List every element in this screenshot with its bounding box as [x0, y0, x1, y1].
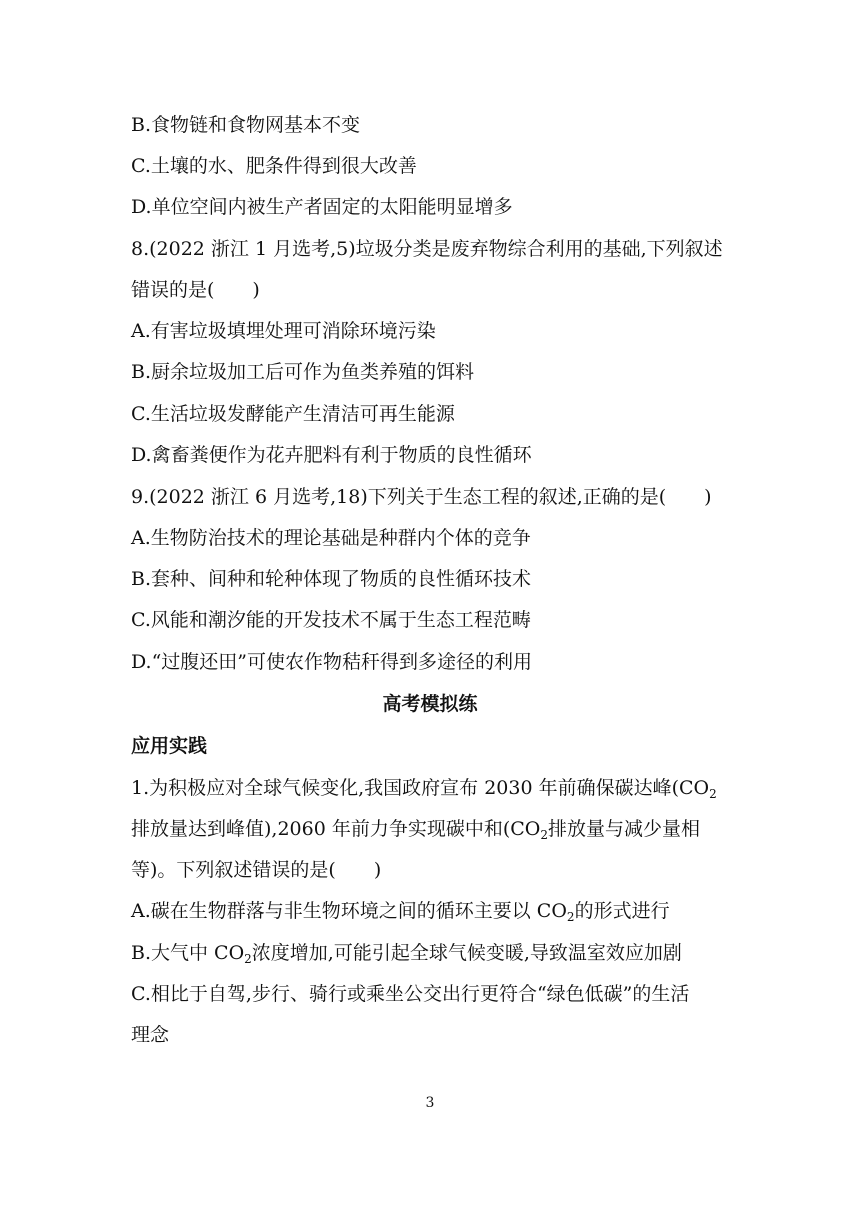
q1-stem-line2-subscript: 2 [540, 828, 549, 842]
q1-option-b [131, 940, 682, 972]
q1-option-b-text-post: 浓度增加,可能引起全球气候变暖,导致温室效应加剧 [251, 942, 682, 964]
q1-stem-line2 [131, 816, 700, 848]
q9-option-a: A.生物防治技术的理论基础是种群内个体的竞争 [131, 527, 531, 549]
q1-option-b-subscript: 2 [244, 952, 252, 966]
q1-option-c-line2: 理念 [131, 1024, 170, 1046]
q7-option-c: C.土壤的水、肥条件得到很大改善 [131, 155, 417, 177]
q8-option-b: B.厨余垃圾加工后可作为鱼类养殖的饵料 [131, 361, 475, 383]
q1-stem-line1 [131, 775, 717, 807]
q9-stem: 9.(2022 浙江 6 月选考,18)下列关于生态工程的叙述,正确的是( ) [131, 486, 712, 508]
q1-option-a [131, 898, 670, 930]
q1-stem-line2-text-a: 排放量达到峰值),2060 年前力争实现碳中和(CO [131, 818, 541, 840]
q7-option-b: B.食物链和食物网基本不变 [131, 114, 361, 136]
q8-stem-line1: 8.(2022 浙江 1 月选考,5)垃圾分类是废弃物综合利用的基础,下列叙述 [131, 238, 723, 260]
q1-option-a-text-pre: A.碳在生物群落与非生物环境之间的循环主要以 CO [131, 900, 567, 922]
q1-option-a-text-post: 的形式进行 [574, 900, 670, 922]
q1-stem-line2-text-b: 排放量与减少量相 [548, 818, 701, 840]
q8-option-c: C.生活垃圾发酵能产生清洁可再生能源 [131, 403, 455, 425]
q7-option-d: D.单位空间内被生产者固定的太阳能明显增多 [131, 196, 513, 218]
q1-stem-line1-subscript: 2 [709, 787, 717, 801]
section-heading: 高考模拟练 [382, 693, 478, 715]
subsection-heading: 应用实践 [131, 735, 208, 757]
q8-stem-line2: 错误的是( ) [131, 279, 260, 301]
q9-option-b: B.套种、间种和轮种体现了物质的良性循环技术 [131, 568, 532, 590]
q8-option-a: A.有害垃圾填埋处理可消除环境污染 [131, 320, 436, 342]
page-number: 3 [425, 1095, 435, 1111]
q1-stem-line1-text: 1.为积极应对全球气候变化,我国政府宣布 2030 年前确保碳达峰(CO [131, 777, 710, 799]
q1-option-c-line1: C.相比于自驾,步行、骑行或乘坐公交出行更符合“绿色低碳”的生活 [131, 983, 690, 1005]
q9-option-c: C.风能和潮汐能的开发技术不属于生态工程范畴 [131, 609, 531, 631]
q1-stem-line3: 等)。下列叙述错误的是( ) [131, 859, 382, 881]
q9-option-d: D.“过腹还田”可使农作物秸秆得到多途径的利用 [131, 651, 533, 673]
q1-option-a-subscript: 2 [566, 910, 575, 924]
q1-option-b-text-pre: B.大气中 CO [131, 942, 245, 964]
q8-option-d: D.禽畜粪便作为花卉肥料有利于物质的良性循环 [131, 444, 532, 466]
